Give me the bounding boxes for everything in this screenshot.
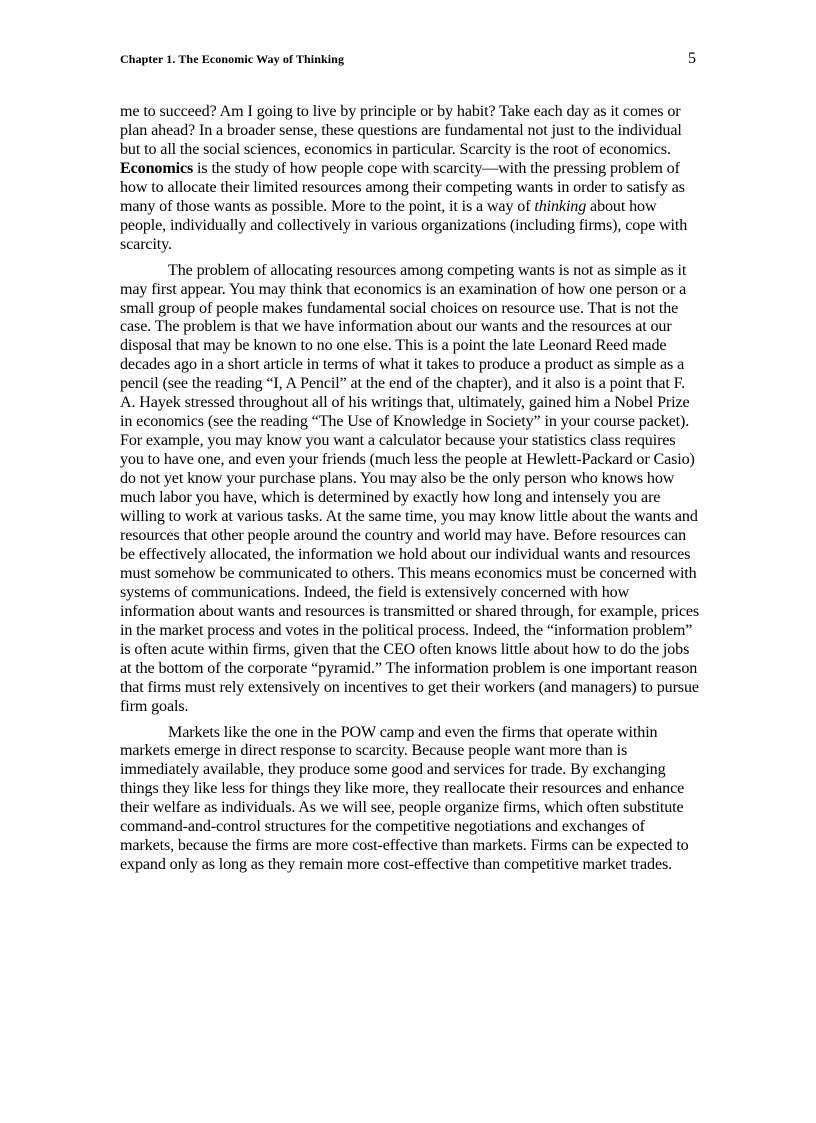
paragraph-1-text-c: about how people, individually and collectively in various organizations (including firms), cope with scarcity. [120,197,688,253]
paragraph-2: The problem of allocating resources among competing wants is not as simple as it may first appear. You may think that economics is an examination of how one person or a small group of people makes fundamental social choices on resource use. That is not the case. The problem is that we have information about our wants and the resources at our disposal that may be known to no one else. This is a point the late Leonard Reed made decades ago in a short article in terms of what it takes to produce a product as simple as a pencil (see the reading “I, A Pencil” at the end of the chapter), and it also is a point that F. A. Hayek stressed throughout all of his writings that, ultimately, gained him a Nobel Prize in economics (see the reading “The Use of Knowledge in Society” in your course packet). For example, you may know you want a calculator because your statistics class requires you to have one, and even your friends (much less the people at Hewlett-Packard or Casio) do not yet know your purchase plans. You may also be the only person who knows how much labor you have, which is determined by exactly how long and intensely you are willing to work at various tasks. At the same time, you may know little about the wants and resources that other people around the country and world may have. Before resources can be effectively allocated, the information we hold about our individual wants and resources must somehow be communicated to others. This means economics must be concerned with systems of communications. Indeed, the field is extensively concerned with how information about wants and resources is transmitted or shared through, for example, prices in the market process and votes in the political process. Indeed, the “information problem” is often acute within firms, given that the CEO often knows little about how to do the jobs at the bottom of the corporate “pyramid.” The information problem is one important reason that firms must rely extensively on incentives to get their workers (and managers) to pursue firm goals. [120,261,700,715]
paragraph-1 [120,103,700,255]
paragraph-1-text-a: me to succeed? Am I going to live by principle or by habit? Take each day as it comes or plan ahead? In a broader sense, these questions are fundamental not just to the individual but to all the social sciences, economics in particular. Scarcity is the root of economics. [120,103,682,158]
economics-term: Economics [120,159,194,177]
running-head: Chapter 1. The Economic Way of Thinking [120,52,345,66]
page-header [120,50,696,72]
paragraph-3: Markets like the one in the POW camp and even the firms that operate within markets emerge in direct response to scarcity. Because people want more than is immediately available, they produce some good and services for trade. By exchanging things they like less for things they like more, they reallocate their resources and enhance their welfare as individuals. As we will see, people organize firms, which often substitute command-and-control structures for the competitive negotiations and exchanges of markets, because the firms are more cost-effective than markets. Firms can be expected to expand only as long as they remain more cost-effective than competitive market trades. [120,723,689,874]
body-text [120,103,700,882]
page-number: 5 [688,50,696,67]
paragraph-1-text-b: is the study of how people cope with scarcity—with the pressing problem of how to allocate their limited resources among their competing wants in order to satisfy as many of those wants as possible. More to the point, it is a way of [120,159,685,215]
thinking-emphasis: thinking [534,197,587,215]
